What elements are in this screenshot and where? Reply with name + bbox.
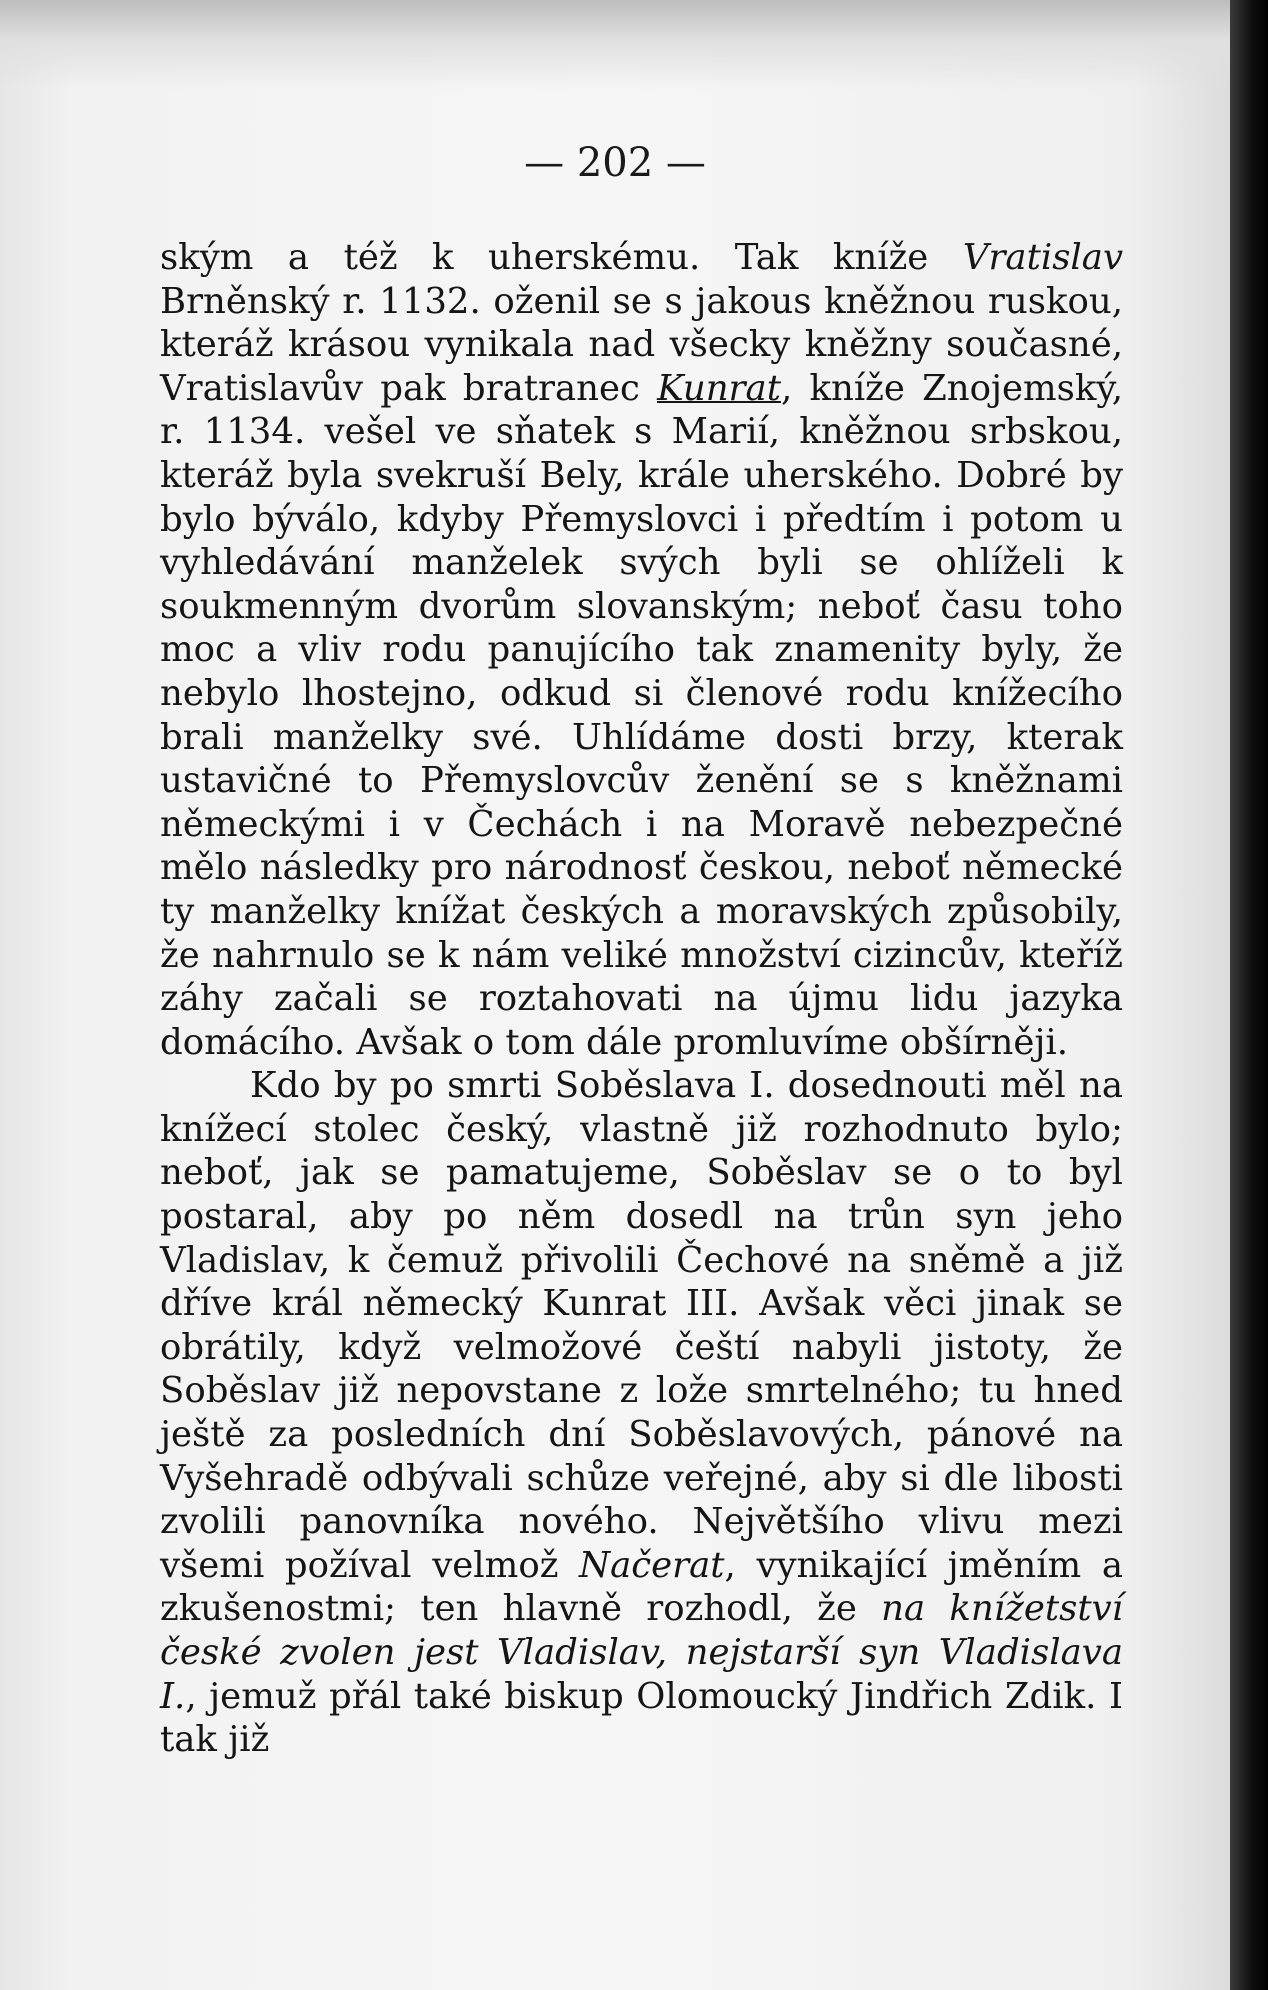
text-run: , vynikající jměním a zkušenostmi; ten hlavně rozhodl, že bbox=[160, 1544, 1123, 1630]
body-text bbox=[160, 236, 1123, 1762]
text-run-italic: Vratislav bbox=[962, 237, 1123, 278]
text-run: , kníže Znojemský, r. 1134. vešel ve sňatek s Marií, kněžnou srbskou, kteráž byla svekruší Bely, krále uherského. Dobré by bylo býválo, kdyby Přemyslovci i předtím i potom u vyhledávání manželek svých byli se ohlíželi k soukmenným dvorům slovanským; neboť času toho moc a vliv rodu panujícího tak znamenity byly, že nebylo lhostejno, odkud si členové rodu knížecího brali manželky své. Uhlídáme dosti brzy, kterak ustavičné to Přemyslovcův ženění se s kněžnami německými i v Čechách i na Moravě nebezpečné mělo následky pro národnosť českou, neboť německé ty manželky knížat českých a moravských způsobily, že nahrnulo se k nám veliké množství cizincův, kteříž záhy začali se roztahovati na újmu lidu jazyka domácího. Avšak o tom dále promluvíme obšírněji. bbox=[160, 367, 1124, 1063]
text-run: Brněnský r. 1132. oženil se s jakous kněžnou ruskou, kteráž krásou vynikala nad všecky kněžny současné, Vratislavův pak bratranec bbox=[160, 280, 1123, 409]
paragraph-1 bbox=[160, 236, 1123, 1064]
paragraph-2 bbox=[160, 1064, 1123, 1762]
text-run-italic: Načerat bbox=[579, 1544, 725, 1586]
text-run: ským a též k uherskému. Tak kníže bbox=[160, 237, 963, 278]
page-number: — 202 — bbox=[524, 140, 706, 186]
text-run-italic-underlined: Kunrat bbox=[657, 367, 781, 409]
text-run: , jemuž přál také biskup Olomoucký Jindřich Zdik. I tak již bbox=[160, 1675, 1123, 1761]
text-run-italic: na knížetství české zvolen jest Vladislav, nejstarší syn Vladislava I. bbox=[160, 1588, 1123, 1717]
scan-edge bbox=[1230, 0, 1268, 1990]
text-run: Kdo by po smrti Soběslava I. dosednouti měl na knížecí stolec český, vlastně již rozhodnuto bylo; neboť, jak se pamatujeme, Soběslav se o to byl postaral, aby po něm dosedl na trůn syn jeho Vladislav, k čemuž přivolili Čechové na sněmě a již dříve král německý Kunrat III. Avšak věci jinak se obrátily, když velmožové čeští nabyli jistoty, že Soběslav již nepovstane z lože smrtelného; tu hned ještě za posledních dní Soběslavových, pánové na Vyšehradě odbývali schůze veřejné, aby si dle libosti zvolili panovníka nového. Největšího vlivu mezi všemi požíval velmož bbox=[160, 1065, 1123, 1586]
